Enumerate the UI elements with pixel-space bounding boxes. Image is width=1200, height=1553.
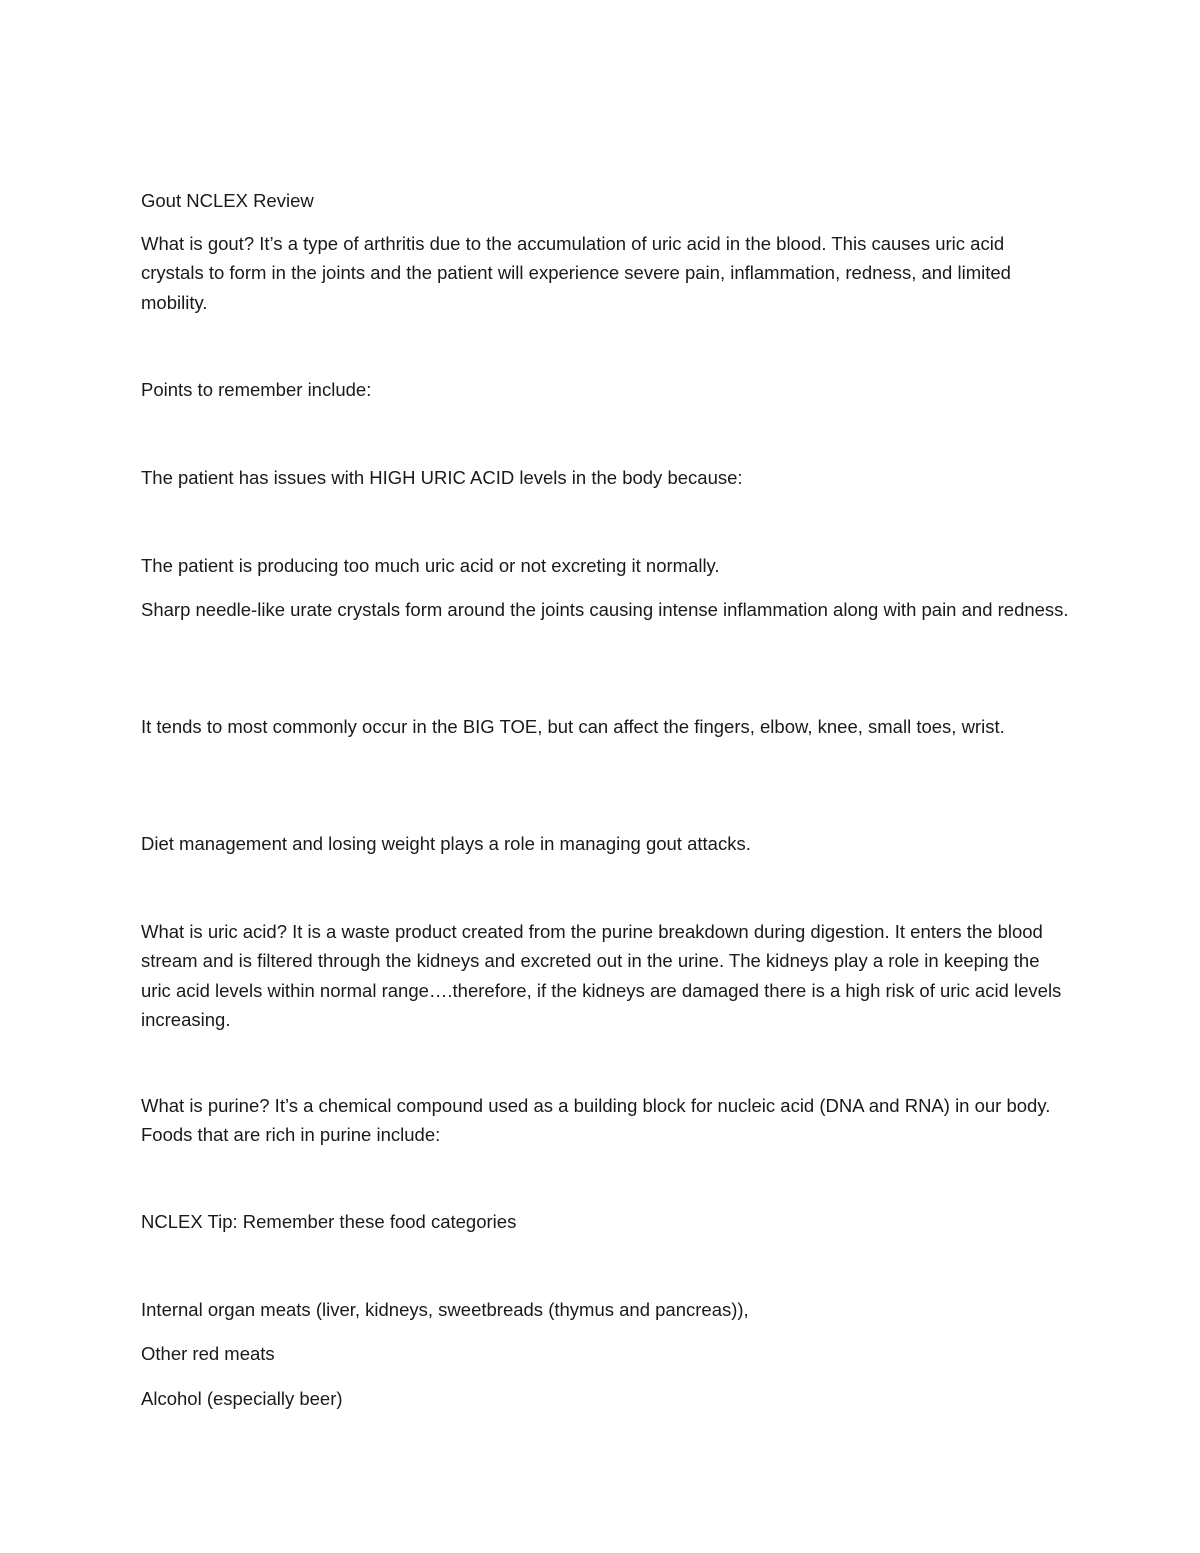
document-title: Gout NCLEX Review <box>141 190 314 211</box>
paragraph-points-to-remember: Points to remember include: <box>141 379 372 400</box>
paragraph-nclex-tip: NCLEX Tip: Remember these food categories <box>141 1211 517 1232</box>
paragraph-what-is-purine: What is purine? It’s a chemical compound used as a building block for nucleic acid (DNA and RNA) in our body. Foods that are rich in purine include: <box>141 1095 1051 1146</box>
paragraph-producing-uric-acid: The patient is producing too much uric acid or not excreting it normally. <box>141 555 720 576</box>
paragraph-what-is-uric-acid: What is uric acid? It is a waste product created from the purine breakdown during digestion. It enters the blood stream and is filtered through the kidneys and excreted out in the urine. The kidneys play a role in keeping the uric acid levels within normal range….therefore, if the kidneys are damaged there is a high risk of uric acid levels increasing. <box>141 921 1062 1030</box>
paragraph-high-uric-acid: The patient has issues with HIGH URIC ACID levels in the body because: <box>141 467 743 488</box>
list-item-red-meats: Other red meats <box>141 1343 275 1364</box>
list-item-organ-meats: Internal organ meats (liver, kidneys, sweetbreads (thymus and pancreas)), <box>141 1299 749 1320</box>
paragraph-urate-crystals: Sharp needle-like urate crystals form around the joints causing intense inflammation along with pain and redness. <box>141 599 1069 620</box>
paragraph-what-is-gout: What is gout? It’s a type of arthritis due to the accumulation of uric acid in the blood. This causes uric acid crystals to form in the joints and the patient will experience severe pain, inflammation, redness, and limited mobility. <box>141 233 1011 313</box>
paragraph-big-toe: It tends to most commonly occur in the BIG TOE, but can affect the fingers, elbow, knee, small toes, wrist. <box>141 716 1005 737</box>
paragraph-diet-management: Diet management and losing weight plays a role in managing gout attacks. <box>141 833 751 854</box>
list-item-alcohol: Alcohol (especially beer) <box>141 1388 343 1409</box>
